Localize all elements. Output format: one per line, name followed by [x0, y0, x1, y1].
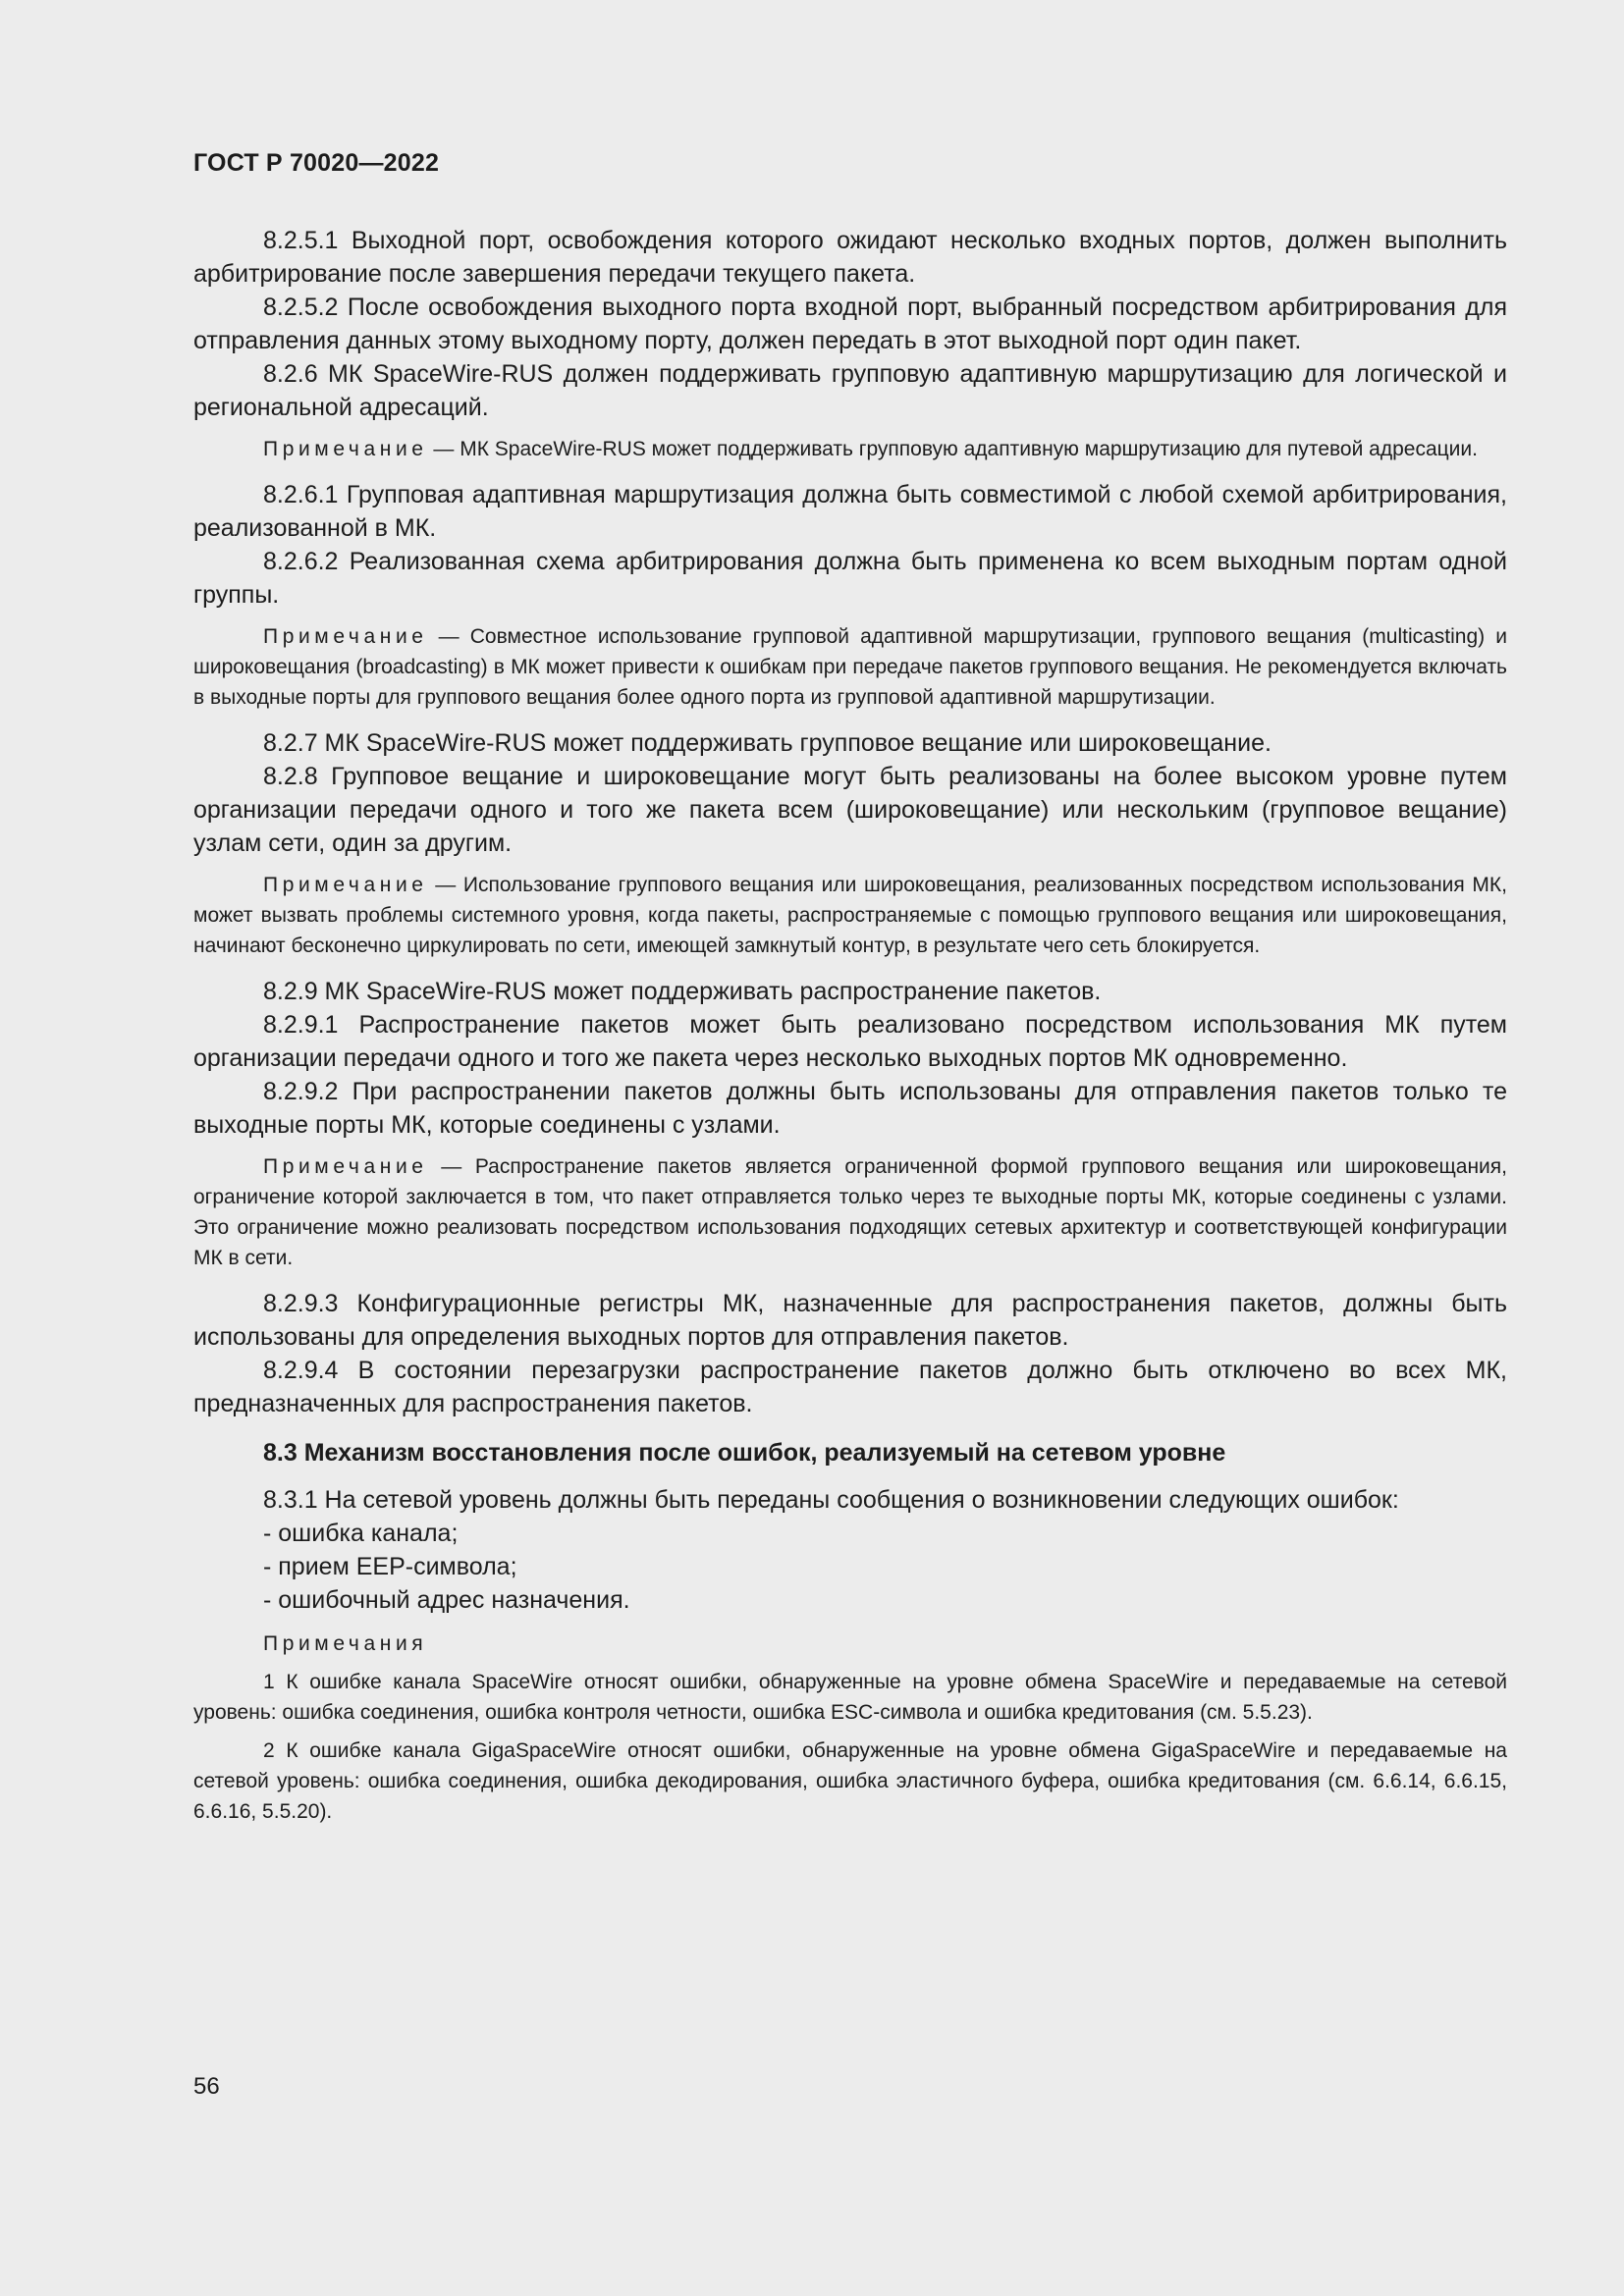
note-1: [193, 434, 1507, 464]
document-header: ГОСТ Р 70020—2022: [193, 149, 440, 177]
clause-8-2-7: 8.2.7 МК SpaceWire-RUS может поддерживать групповое вещание или широковещание.: [263, 729, 1272, 757]
note-label: Примечание: [263, 1155, 428, 1178]
note-text: — Использование группового вещания или широковещания, реализованных посредством использования МК, может вызвать проблемы системного уровня, когда пакеты, распространяемые с помощью группового вещания или широковещания, начинают бесконечно циркулировать по сети, имеющей замкнутый контур, в результате чего сеть блокируется.: [193, 874, 1507, 957]
note-label: Примечание: [263, 438, 428, 460]
note-label: Примечание: [263, 625, 428, 648]
subnote-2: 2 К ошибке канала GigaSpaceWire относят ошибки, обнаруженные на уровне обмена GigaSpaceWire и передаваемые на сетевой уровень: ошибка соединения, ошибка декодирования, ошибка эластичного буфера, ошибка кредитования (см. 6.6.14, 6.6.15, 6.6.16, 5.5.20).: [193, 1739, 1507, 1823]
clause-8-3-1: 8.3.1 На сетевой уровень должны быть переданы сообщения о возникновении следующих ошибок:: [263, 1486, 1399, 1514]
note-3: [193, 870, 1507, 961]
notes-label: Примечания: [263, 1632, 428, 1655]
page-number: 56: [193, 2073, 220, 2100]
clause-8-2-8: 8.2.8 Групповое вещание и широковещание могут быть реализованы на более высоком уровне путем организации передачи одного и того же пакета всем (широковещание) или нескольким (групповое вещание) узлам сети, один за другим.: [193, 763, 1507, 857]
note-4: [193, 1151, 1507, 1273]
clause-8-2-5-2: 8.2.5.2 После освобождения выходного порта входной порт, выбранный посредством арбитрирования для отправления данных этому выходному порту, должен передать в этот выходной порт один пакет.: [193, 294, 1507, 354]
subnote-1: 1 К ошибке канала SpaceWire относят ошибки, обнаруженные на уровне обмена SpaceWire и передаваемые на сетевой уровень: ошибка соединения, ошибка контроля четности, ошибка ESC-символа и ошибка кредитования (см. 5.5.23).: [193, 1671, 1507, 1724]
list-item: - прием EEP-символа;: [263, 1553, 517, 1580]
clause-8-2-9-2: 8.2.9.2 При распространении пакетов должны быть использованы для отправления пакетов только те выходные порты МК, которые соединены с узлами.: [193, 1078, 1507, 1139]
note-2: [193, 621, 1507, 713]
clause-8-2-6: 8.2.6 МК SpaceWire-RUS должен поддерживать групповую адаптивную маршрутизацию для логической и региональной адресаций.: [193, 360, 1507, 421]
clause-8-2-5-1: 8.2.5.1 Выходной порт, освобождения которого ожидают несколько входных портов, должен выполнить арбитрирование после завершения передачи текущего пакета.: [193, 227, 1507, 288]
list-item: - ошибочный адрес назначения.: [263, 1586, 630, 1614]
clause-8-2-9-3: 8.2.9.3 Конфигурационные регистры МК, назначенные для распространения пакетов, должны быть использованы для определения выходных портов для отправления пакетов.: [193, 1290, 1507, 1351]
clause-8-2-9-1: 8.2.9.1 Распространение пакетов может быть реализовано посредством использования МК путем организации передачи одного и того же пакета через несколько выходных портов МК одновременно.: [193, 1011, 1507, 1072]
document-body: [193, 224, 1507, 1835]
note-label: Примечание: [263, 874, 428, 896]
clause-8-2-9: 8.2.9 МК SpaceWire-RUS может поддерживать распространение пакетов.: [263, 978, 1102, 1005]
section-heading-8-3: 8.3 Механизм восстановления после ошибок, реализуемый на сетевом уровне: [263, 1439, 1226, 1467]
list-item: - ошибка канала;: [263, 1520, 459, 1547]
document-page: [193, 0, 1507, 2296]
clause-8-2-6-1: 8.2.6.1 Групповая адаптивная маршрутизация должна быть совместимой с любой схемой арбитрирования, реализованной в МК.: [193, 481, 1507, 542]
clause-8-2-9-4: 8.2.9.4 В состоянии перезагрузки распространение пакетов должно быть отключено во всех МК, предназначенных для распространения пакетов.: [193, 1357, 1507, 1417]
clause-8-2-6-2: 8.2.6.2 Реализованная схема арбитрирования должна быть применена ко всем выходным портам одной группы.: [193, 548, 1507, 609]
note-text: — Совместное использование групповой адаптивной маршрутизации, группового вещания (multicasting) и широковещания (broadcasting) в МК может привести к ошибкам при передаче пакетов группового вещания. Не рекомендуется включать в выходные порты для группового вещания более одного порта из групповой адаптивной маршрутизации.: [193, 625, 1507, 709]
note-text: — Распространение пакетов является ограниченной формой группового вещания или широковещания, ограничение которой заключается в том, что пакет отправляется только через те выходные порты МК, которые соединены с узлами. Это ограничение можно реализовать посредством использования подходящих сетевых архитектур и соответствующей конфигурации МК в сети.: [193, 1155, 1507, 1269]
note-text: — МК SpaceWire-RUS может поддерживать групповую адаптивную маршрутизацию для путевой адресации.: [427, 438, 1478, 460]
